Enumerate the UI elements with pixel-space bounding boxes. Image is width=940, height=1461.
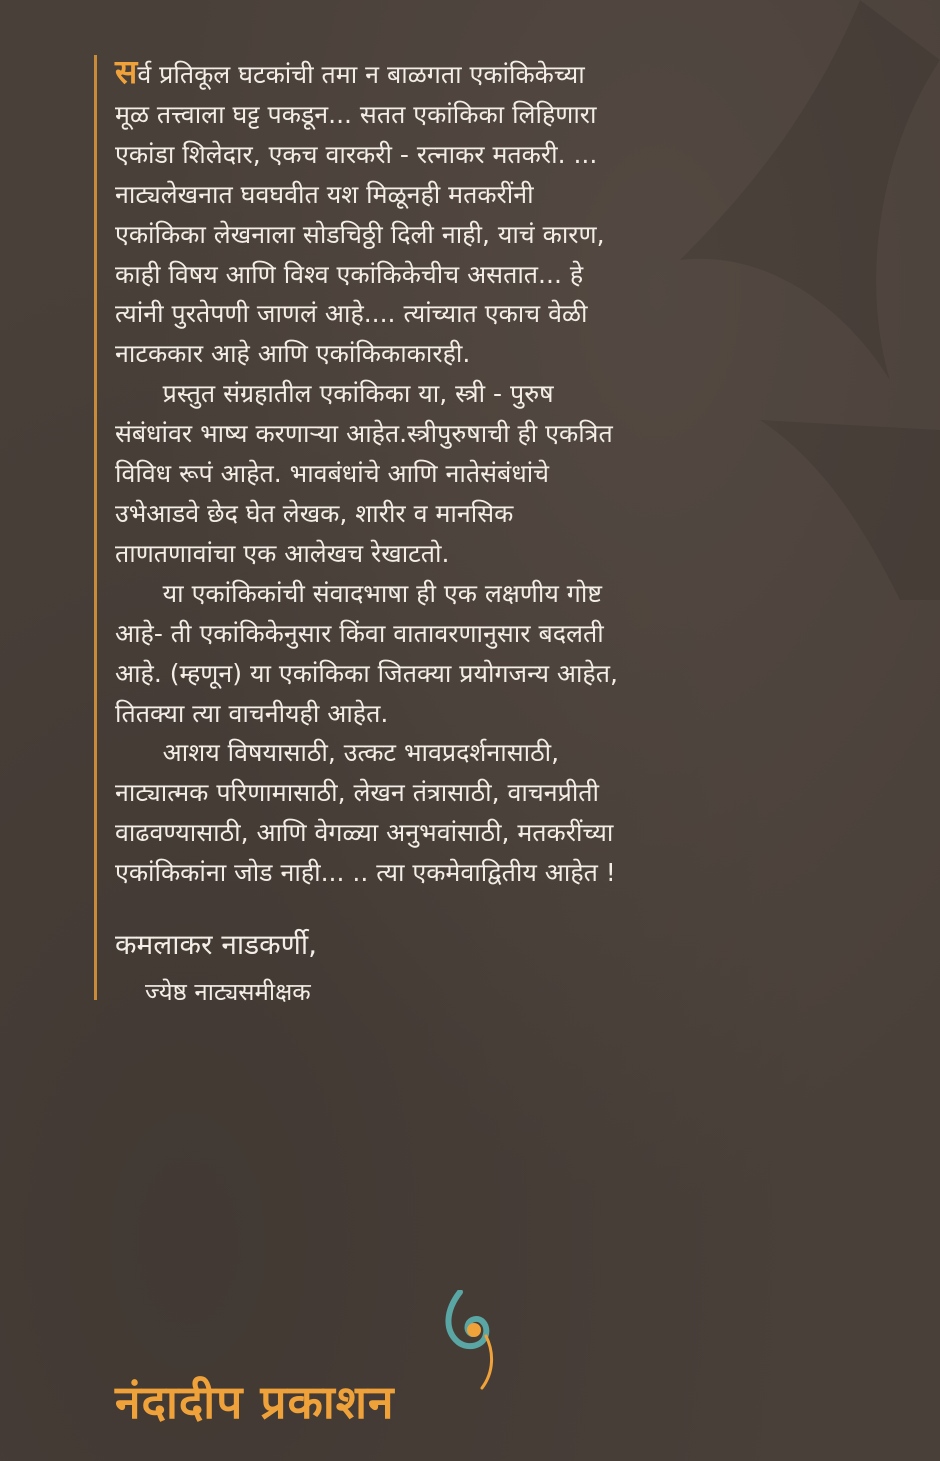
publisher-name: नंदादीप प्रकाशन xyxy=(115,1375,395,1429)
reviewer-name: कमलाकर नाडकर्णी, xyxy=(115,928,318,961)
accent-rule xyxy=(94,55,97,1000)
dropcap-letter: स xyxy=(115,52,138,91)
reviewer-role: ज्येष्ठ नाट्यसमीक्षक xyxy=(145,978,311,1006)
blurb-line: संबंधांवर भाष्य करणाऱ्या आहेत.स्त्रीपुरुषाची ही एकत्रित xyxy=(115,419,613,449)
blurb-text xyxy=(115,52,735,893)
blurb-line: वाढवण्यासाठी, आणि वेगळ्या अनुभवांसाठी, मतकरींच्या xyxy=(115,818,614,848)
blurb-line: आहे- ती एकांकिकेनुसार किंवा वातावरणानुसार बदलती xyxy=(115,618,604,648)
blurb-line: त्यांनी पुरतेपणी जाणलं आहे.... त्यांच्यात एकाच वेळी xyxy=(115,299,588,329)
blurb-line: नाट्यलेखनात घवघवीत यश मिळूनही मतकरींनी xyxy=(115,179,534,209)
blurb-line: प्रस्तुत संग्रहातील एकांकिका या, स्त्री - पुरुष xyxy=(115,379,554,409)
blurb-line: तितक्या त्या वाचनीयही आहेत. xyxy=(115,698,389,728)
blurb-line: एकांकिकांना जोड नाही... .. त्या एकमेवाद्वितीय आहेत ! xyxy=(115,858,616,888)
blurb-line: नाटककार आहे आणि एकांकिकाकारही. xyxy=(115,339,471,369)
blurb-line: एकांकिका लेखनाला सोडचिठ्ठी दिली नाही, याचं कारण, xyxy=(115,219,605,249)
blurb-line: आहे. (म्हणून) या एकांकिका जितक्या प्रयोगजन्य आहेत, xyxy=(115,658,618,688)
blurb-line: सर्व प्रतिकूल घटकांची तमा न बाळगता एकांकिकेच्या xyxy=(115,52,585,91)
blurb-line: एकांडा शिलेदार, एकच वारकरी - रत्नाकर मतकरी. ... xyxy=(115,139,598,169)
blurb-line: नाट्यात्मक परिणामासाठी, लेखन तंत्रासाठी, वाचनप्रीती xyxy=(115,778,600,808)
blurb-line: विविध रूपं आहेत. भावबंधांचे आणि नातेसंबंधांचे xyxy=(115,459,550,489)
blurb-line: आशय विषयासाठी, उत्कट भावप्रदर्शनासाठी, xyxy=(115,738,560,768)
blurb-line: काही विषय आणि विश्व एकांकिकेचीच असतात... हे xyxy=(115,259,584,289)
blurb-line: ताणतणावांचा एक आलेखच रेखाटतो. xyxy=(115,538,450,568)
blurb-line: उभेआडवे छेद घेत लेखक, शारीर व मानसिक xyxy=(115,498,514,528)
lamp-flame-icon xyxy=(438,1290,498,1390)
blurb-line: या एकांकिकांची संवादभाषा ही एक लक्षणीय गोष्ट xyxy=(115,578,602,608)
blurb-line: मूळ तत्त्वाला घट्ट पकडून... सतत एकांकिका लिहिणारा xyxy=(115,99,597,129)
